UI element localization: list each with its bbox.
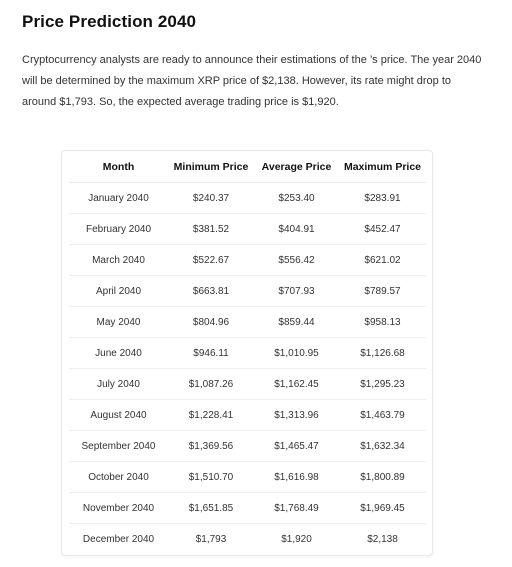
section-intro-paragraph: Cryptocurrency analysts are ready to announce their estimations of the ’s price. The year 2040 will be determined by the maximum XRP price of $2,138. However, its rate might drop to around $1,793. So, the expected average trading price is $1,920. — [22, 54, 482, 108]
header-average-price: Average Price — [254, 151, 339, 183]
cell-month: November 2040 — [69, 493, 168, 524]
cell-minimum-price: $522.67 — [168, 245, 254, 276]
cell-month: February 2040 — [69, 214, 168, 245]
cell-month: April 2040 — [69, 276, 168, 307]
cell-average-price: $404.91 — [254, 214, 339, 245]
table-row — [69, 214, 426, 245]
table-row — [69, 369, 426, 400]
table-row — [69, 493, 426, 524]
cell-average-price: $707.93 — [254, 276, 339, 307]
cell-month: September 2040 — [69, 431, 168, 462]
table-row — [69, 245, 426, 276]
cell-month: October 2040 — [69, 462, 168, 493]
header-maximum-price: Maximum Price — [339, 151, 426, 183]
section-title: Price Prediction 2040 — [22, 12, 197, 31]
cell-average-price: $1,616.98 — [254, 462, 339, 493]
header-minimum-price: Minimum Price — [168, 151, 254, 183]
cell-minimum-price: $804.96 — [168, 307, 254, 338]
cell-average-price: $1,768.49 — [254, 493, 339, 524]
table-row — [69, 307, 426, 338]
cell-minimum-price: $1,369.56 — [168, 431, 254, 462]
cell-maximum-price: $1,969.45 — [339, 493, 426, 524]
table-row — [69, 338, 426, 369]
cell-average-price: $1,313.96 — [254, 400, 339, 431]
cell-minimum-price: $240.37 — [168, 183, 254, 214]
cell-maximum-price: $958.13 — [339, 307, 426, 338]
cell-average-price: $1,920 — [281, 533, 312, 545]
cell-minimum-price: $1,228.41 — [168, 400, 254, 431]
cell-maximum-price: $621.02 — [339, 245, 426, 276]
cell-month: December 2040 — [82, 533, 155, 545]
cell-month: July 2040 — [69, 369, 168, 400]
cell-maximum-price: $1,295.23 — [339, 369, 426, 400]
cell-month: May 2040 — [69, 307, 168, 338]
cell-month: January 2040 — [69, 183, 168, 214]
cell-average-price: $859.44 — [254, 307, 339, 338]
cell-maximum-price: $1,632.34 — [339, 431, 426, 462]
cell-month: August 2040 — [69, 400, 168, 431]
cell-average-price: $556.42 — [254, 245, 339, 276]
cell-maximum-price: $452.47 — [339, 214, 426, 245]
cell-maximum-price: $283.91 — [339, 183, 426, 214]
table-row — [69, 276, 426, 307]
cell-minimum-price: $663.81 — [168, 276, 254, 307]
cell-maximum-price: $2,138 — [367, 533, 398, 545]
cell-average-price: $1,465.47 — [254, 431, 339, 462]
cell-maximum-price: $789.57 — [339, 276, 426, 307]
cell-minimum-price: $381.52 — [168, 214, 254, 245]
cell-average-price: $1,010.95 — [254, 338, 339, 369]
price-prediction-table — [69, 151, 426, 554]
price-table-card — [61, 150, 433, 556]
cell-month: March 2040 — [69, 245, 168, 276]
cell-minimum-price: $1,510.70 — [168, 462, 254, 493]
table-row — [69, 524, 426, 555]
table-row — [69, 431, 426, 462]
table-body — [69, 183, 426, 555]
cell-minimum-price: $946.11 — [168, 338, 254, 369]
cell-maximum-price: $1,126.68 — [339, 338, 426, 369]
cell-average-price: $1,162.45 — [254, 369, 339, 400]
cell-month: June 2040 — [69, 338, 168, 369]
header-month: Month — [69, 151, 168, 183]
table-row — [69, 183, 426, 214]
cell-maximum-price: $1,463.79 — [339, 400, 426, 431]
cell-minimum-price: $1,793 — [195, 533, 227, 545]
cell-maximum-price: $1,800.89 — [339, 462, 426, 493]
cell-average-price: $253.40 — [254, 183, 339, 214]
table-row — [69, 462, 426, 493]
table-header-row — [69, 151, 426, 183]
table-row — [69, 400, 426, 431]
cell-minimum-price: $1,087.26 — [168, 369, 254, 400]
cell-minimum-price: $1,651.85 — [168, 493, 254, 524]
